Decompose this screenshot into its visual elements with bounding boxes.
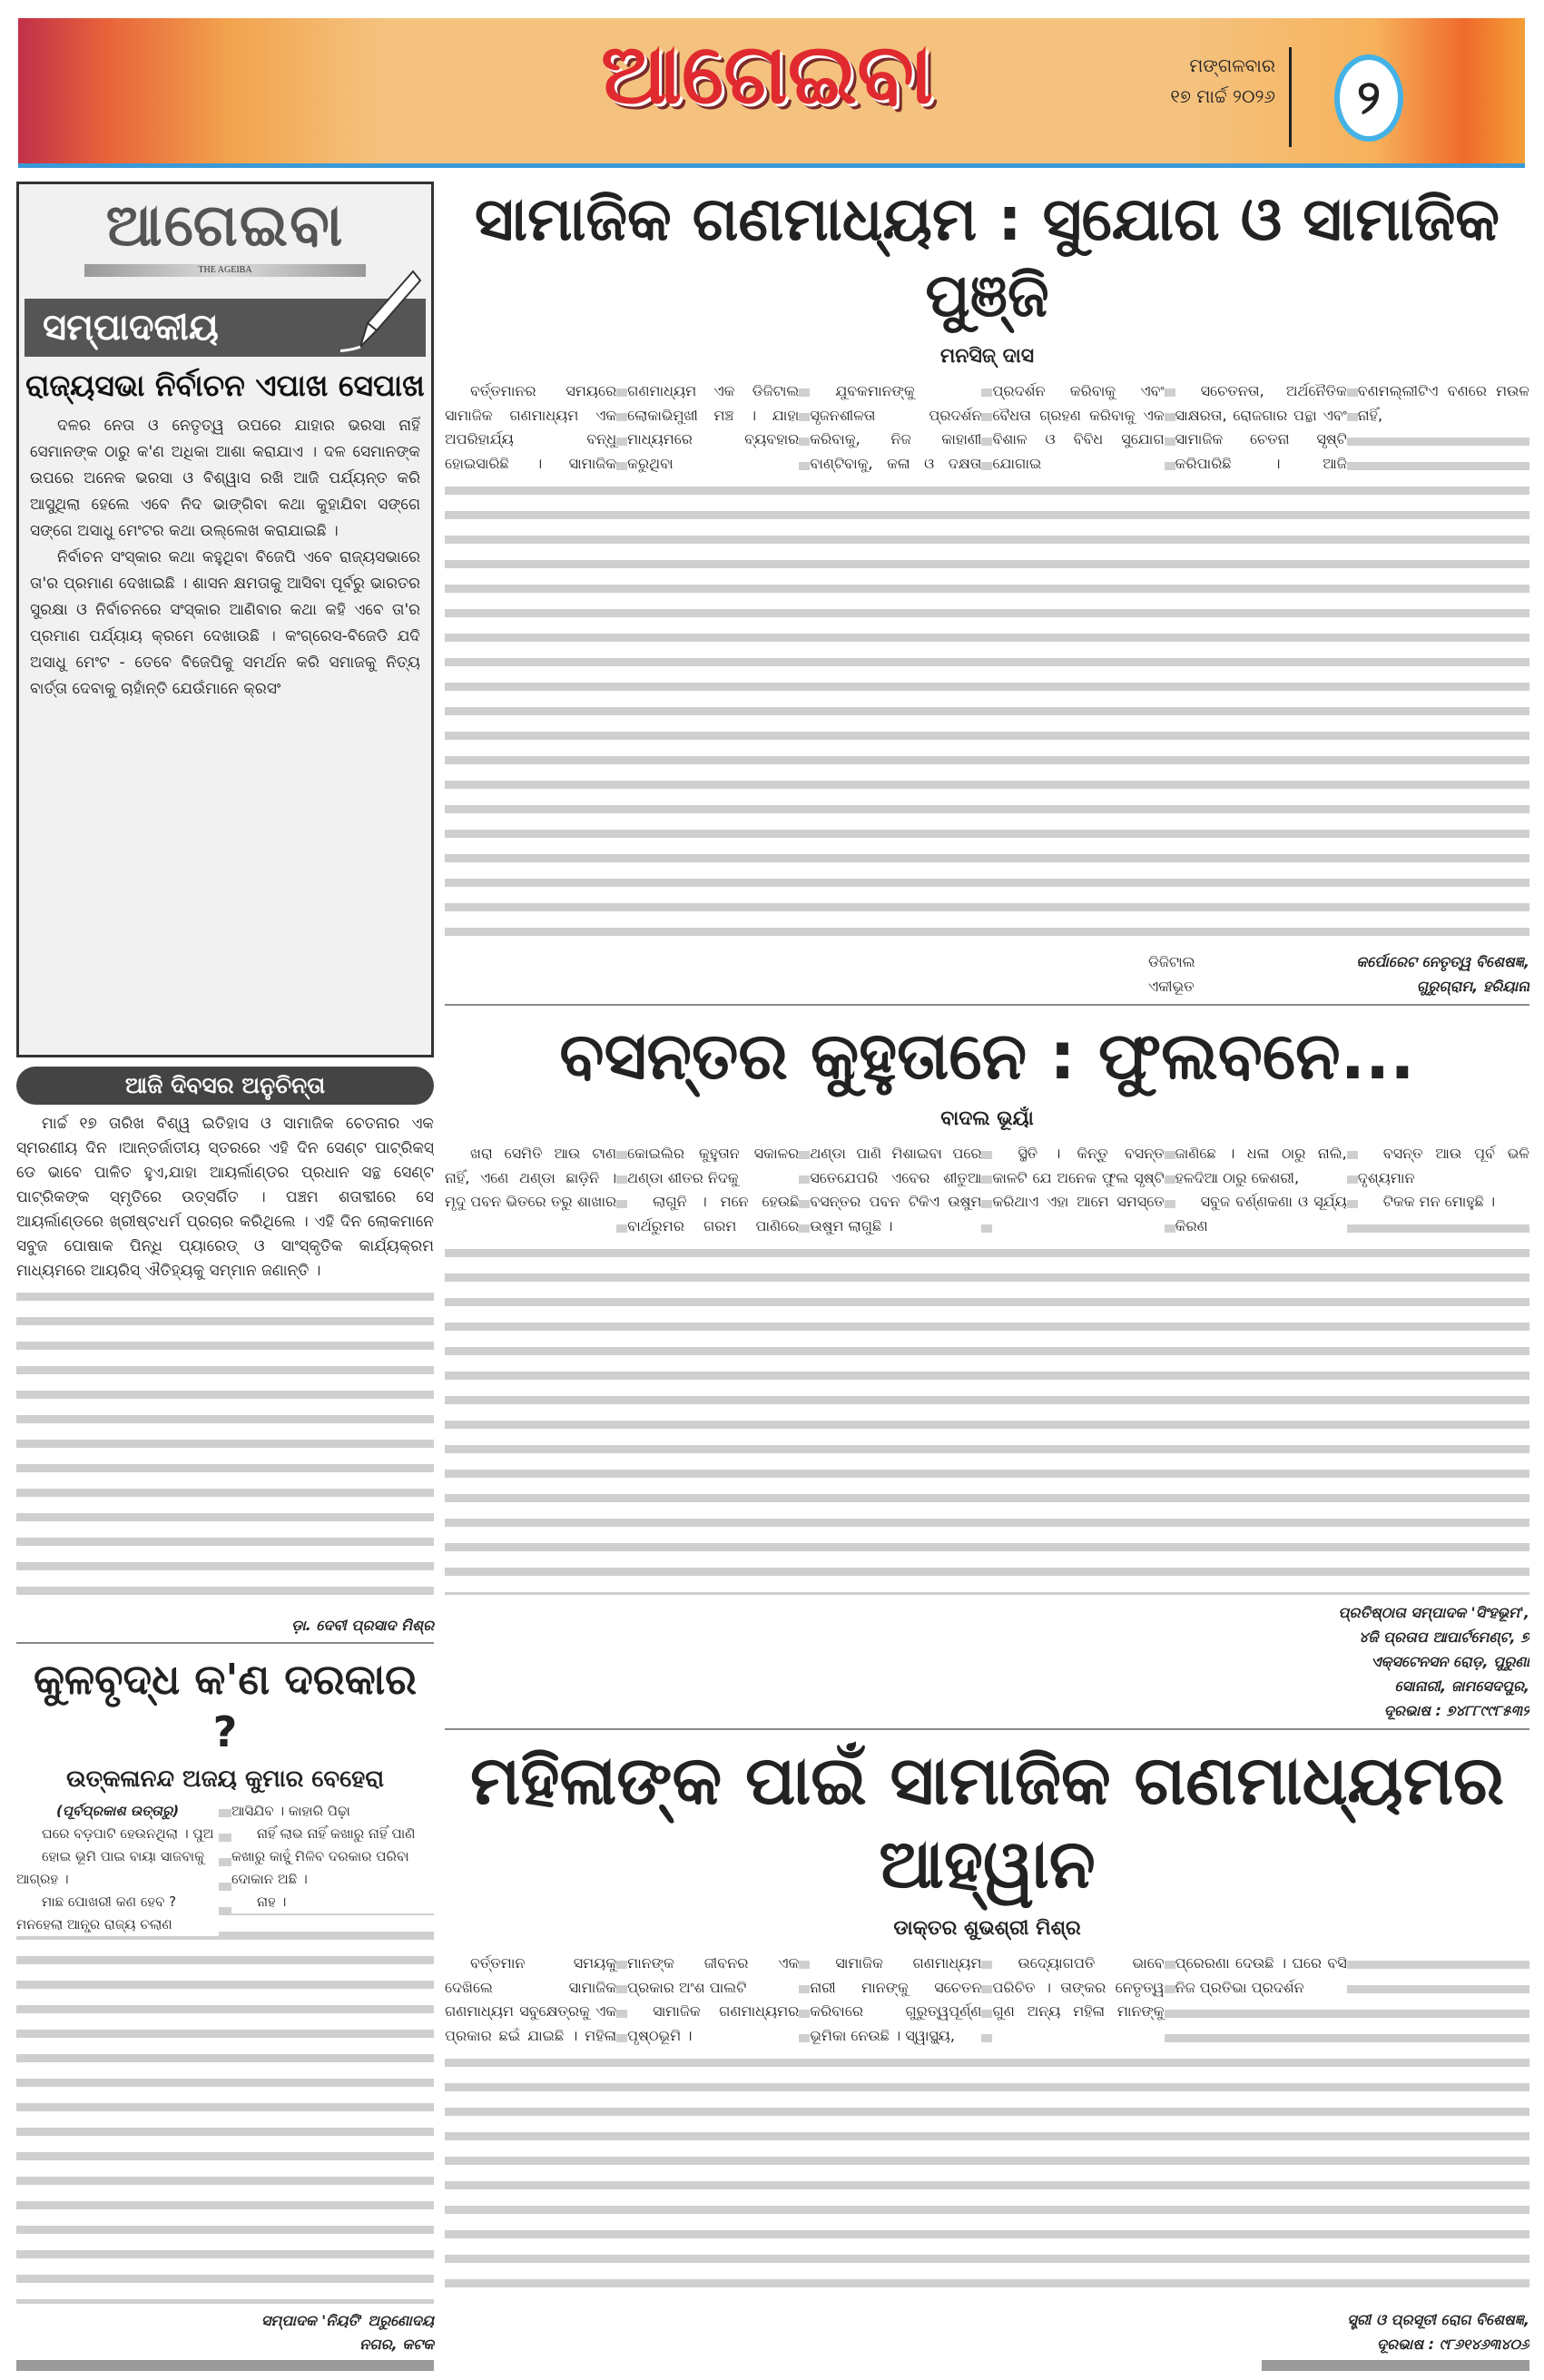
article-author: ବାଦଲ ଭୂୟାଁ <box>940 1107 1034 1130</box>
article-headline: ବସନ୍ତର କୁହୁତାନେ : ଫୁଲବନେ... <box>559 1018 1415 1094</box>
editorial-box <box>16 182 434 1057</box>
paragraph: ବର୍ତ୍ତମାନ ସମୟକୁ ଦେଖିଲେ ସାମାଜିକ ଗଣମାଧ୍ୟମ ସବୁକ୍ଷେତ୍ରକୁ ଏକ ପ୍ରକାର ଛଇଁ ଯାଇଛି । ମହିଳା ମାନଙ୍କ ଜୀବନର ଏକ ପ୍ରକାର ଅଂଶ ପାଲଟି <box>445 1952 799 2048</box>
article-author: ମନସିଜ୍ ଦାସ <box>939 345 1035 368</box>
fountain-pen-icon <box>340 267 422 358</box>
anuchinta-title: ଆଜି ଦିବସର ଅନୁଚିନ୍ତା <box>16 1067 434 1105</box>
divider <box>16 1642 434 1644</box>
paragraph: ସଚେତନତା, ଅର୍ଥନୈତିକ ସାକ୍ଷରତା, ରୋଜଗାର ପନ୍ଥା ଏବଂ ସାମାଜିକ ଚେତନା ସୃଷ୍ଟି କରିପାରିଛି । ଆଜି ବଣମଲ୍ଲୀଟିଏ ବଣରେ ମଉଳ ନାହିଁ, <box>1175 379 1529 476</box>
paragraph: ବସନ୍ତ ଆଉ ପୂର୍ବ ଭଳି ଦୃଶ୍ୟମାନ <box>1358 1142 1529 1190</box>
article-body <box>16 1800 434 2304</box>
divider <box>445 1728 1529 1730</box>
paragraph: ସାମାଜିକ ଗଣମାଧ୍ୟମର ପୃଷ୍ଠଭୂମି । <box>627 2000 799 2048</box>
paragraph: ଟିକକ ମନ ମୋହୁଛି । <box>1358 1190 1529 1215</box>
left-column <box>16 182 434 2371</box>
paragraph: ସାମାଜିକ ଗଣମାଧ୍ୟମ ନାରୀ ମାନଙ୍କୁ ସଚେତନ କରିବାରେ ଗୁରୁତ୍ୱପୂର୍ଣ୍ଣ ଭୂମିକା ନେଉଛି । ସ୍ୱାସ୍ଥ୍ୟ, <box>810 1952 981 2048</box>
article <box>445 182 1529 998</box>
weekday: ମଙ୍ଗଳବାର <box>1189 54 1275 76</box>
author-credit <box>198 2309 434 2356</box>
article-body <box>445 379 1529 944</box>
editorial-body <box>30 413 420 1047</box>
masthead-subtitle: THE AGEIBA <box>84 264 366 277</box>
credit-line: ସୋନାରୀ, ଜାମସେଦପୁର, <box>1394 1677 1529 1695</box>
paragraph: ଉଦ୍ୟୋଗପତି ଭାବେ ପରିଚିତ । ତାଙ୍କର ନେତୃତ୍ୱ ଗୁଣ ଅନ୍ୟ ମହିଳା ମାନଙ୍କୁ ପ୍ରେରଣା ଦେଉଛି । ଘରେ ବସି ନିଜ ପ୍ରତିଭା ପ୍ରଦର୍ଶନ <box>992 1952 1346 2048</box>
credit-line: ୪ଜି ପ୍ରତାପ ଆପାର୍ଟମେଣ୍ଟ, ୭ <box>1358 1628 1529 1646</box>
paragraph: ନାହିଁ ଲାଭ ନାହିଁ କଖାରୁ ନାହିଁ ପାଣି କଖାରୁ କାହୁଁ ମିଳିବ ଦରକାର ପରିବା ଦୋକାନ ଅଛି । <box>231 1823 434 1891</box>
continued-note: (ପୂର୍ବପ୍ରକାଶ ଉତ୍ତାରୁ) <box>16 1800 219 1823</box>
credit-line: ଡିଜିଟାଲ <box>1148 953 1195 970</box>
author-credit <box>1148 949 1529 998</box>
article <box>445 1015 1529 1723</box>
article-headline: କୁଳବୃଦ୍ଧ କ'ଣ ଦରକାର ? <box>33 1655 418 1756</box>
credit-line: ନଗର, କଟକ <box>359 2336 434 2353</box>
date: ୧୭ ମାର୍ଚ୍ଚ ୨୦୨୬ <box>1170 85 1275 107</box>
credit-line: ସ୍ତ୍ରୀ ଓ ପ୍ରସୂତୀ ରୋଗ ବିଶେଷଜ୍ଞ, <box>1347 2311 1529 2328</box>
divider <box>445 1004 1529 1006</box>
article-body <box>445 1952 1529 2302</box>
page-number: ୨ <box>1334 54 1403 142</box>
anuchinta-byline: ଡ଼ା. ଦେବୀ ପ୍ରସାଦ ମିଶ୍ର <box>291 1617 434 1634</box>
editorial-section-label: ସମ୍ପାଦକୀୟ <box>43 307 219 349</box>
author-credit <box>1347 2307 1529 2356</box>
paragraph: ଘରେ ବଡ଼ପାଟି ହେଉନଥିଲା । ପୁଅ <box>16 1823 219 1845</box>
article <box>445 1739 1529 2356</box>
article-headline: ସାମାଜିକ ଗଣମାଧ୍ୟମ : ସୁଯୋଗ ଓ ସାମାଜିକ ପୁଞ୍ଜି <box>474 184 1500 330</box>
newspaper-logo: ଆଗେଇବା <box>600 25 934 123</box>
editorial-masthead: ଆଗେଇବା <box>105 192 345 260</box>
editorial-section-band <box>25 299 426 357</box>
paragraph: ମାର୍ଚ୍ଚ ୧୭ ତାରିଖ ବିଶ୍ୱ ଇତିହାସ ଓ ସାମାଜିକ ଚେତନାର ଏକ ସ୍ମରଣୀୟ ଦିନ ।ଆନ୍ତର୍ଜାତୀୟ ସ୍ତରରେ ଏହି ଦିନ ସେଣ୍ଟ ପାଟ୍ରିକସ୍ ଡେ ଭାବେ ପାଳିତ ହୁଏ,ଯାହା ଆୟର୍ଲାଣ୍ଡର ପ୍ରଧାନ ସନ୍ଥ ସେଣ୍ଟ ପାଟ୍ରିକଙ୍କ ସ୍ମୃତିରେ ଉତ୍ସର୍ଗିତ । ପଞ୍ଚମ ଶତାବ୍ଦୀରେ ସେ ଆୟର୍ଲାଣ୍ଡରେ ଖ୍ରୀଷ୍ଟଧର୍ମ ପ୍ରଚାର କରିଥିଲେ । ଏହି ଦିନ ଲୋକମାନେ ସବୁଜ ପୋଷାକ ପିନ୍ଧି ପ୍ୟାରେଡ୍ ଓ ସାଂସ୍କୃତିକ କାର୍ଯ୍ୟକ୍ରମ ମାଧ୍ୟମରେ ଆୟରିସ୍ ଐତିହ୍ୟକୁ ସମ୍ମାନ ଜଣାନ୍ତି । <box>16 1112 434 1283</box>
main-column <box>445 182 1529 2371</box>
article-headline: ମହିଳାଙ୍କ ପାଇଁ ସାମାଜିକ ଗଣମାଧ୍ୟମର ଆହ୍ୱାନ <box>469 1742 1505 1903</box>
credit-line: ଦୂରଭାଷ : ୯୮୬୧୪୬୩୪୦୬ <box>1376 2336 1529 2353</box>
paragraph: ନିର୍ବାଚନ ସଂସ୍କାର କଥା କହୁଥିବା ବିଜେପି ଏବେ ରାଜ୍ୟସଭାରେ ତା'ର ପ୍ରମାଣ ଦେଖାଇଛି । ଶାସନ କ୍ଷମତାକୁ ଆସିବା ପୂର୍ବରୁ ଭାରତର ସୁରକ୍ଷା ଓ ନିର୍ବାଚନରେ ସଂସ୍କାର ଆଣିବାର କଥା କହି ଏବେ ତା'ର ପ୍ରମାଣ ପର୍ଯ୍ୟାୟ କ୍ରମେ ଦେଖାଉଛି । କଂଗ୍ରେସ-ବିଜେଡି ଯଦି ଅସାଧୁ ମେଂଟ - ତେବେ ବିଜେପିକୁ ସମର୍ଥନ କରି ସମାଜକୁ ନିତ୍ୟ ବାର୍ତ୍ତା ଦେବାକୁ ଚାହାଁନ୍ତି ଯେଉଁମାନେ କ୍ରସଂ <box>30 548 420 698</box>
paragraph: ଦଳର ନେତା ଓ ନେତୃତ୍ୱ ଉପରେ ଯାହାର ଭରସା ନାହିଁ ସେମାନଙ୍କ ଠାରୁ କ'ଣ ଅଧିକା ଆଶା କରାଯାଏ । ଦଳ ସେମାନଙ୍କ ଉପରେ ଅନେକ ଭରସା ଓ ବିଶ୍ୱାସ ରଖି ଆଜି ପର୍ଯ୍ୟନ୍ତ କରି ଆସୁଥିଲା ହେଲେ ଏବେ ନିଦ ଭାଙ୍ଗିବା କଥା କୁହାଯିବା ସଙ୍ଗେ ସଙ୍ଗେ ଅସାଧୁ ମେଂଟର କଥା ଉଲ୍ଲେଖ କରାଯାଇଛି । <box>30 417 420 540</box>
paragraph: ଖରା ସେମିତି ଆଉ ଟାଣ ନାହିଁ, ଏଣେ ଥଣ୍ଡା ଛାଡ଼ିନି । ମୃଦୁ ପବନ ଭିତରେ ତରୁ ଶାଖାର କୋଇଲିର କୁହୁତାନ ସକାଳର ଥଣ୍ଡା ଶୀତର ନିଦକୁ <box>445 1142 799 1238</box>
paragraph: ଯୁବକମାନଙ୍କୁ ସୃଜନଶୀଳତା ପ୍ରଦର୍ଶନ କରିବାକୁ, ନିଜ କାହାଣୀ ବାଣ୍ଟିବାକୁ, କଳା ଓ ଦକ୍ଷତା ପ୍ରଦର୍ଶନ କରିବାକୁ ଏବଂ ବୈଧତା ଗ୍ରହଣ କରିବାକୁ ଏକ ବିଶାଳ ଓ ବିବିଧ ସୁଯୋଗ ଯୋଗାଇ <box>810 379 1164 476</box>
paragraph: ମାଛ ପୋଖରୀ କଣ ହେବ ? ମନହେଲା ଆନ୍ଧ୍ର ରାଜ୍ୟ ଚଲାଣ ଆସିଯିବ । କାହାରି ପିଢ଼ା <box>16 1800 434 1936</box>
author-credit <box>1338 1600 1529 1723</box>
divider <box>1289 47 1292 147</box>
credit-line: କର୍ପୋରେଟ ନେତୃତ୍ୱ ବିଶେଷଜ୍ଞ, <box>1356 953 1529 970</box>
credit-line: ସମ୍ପାଦକ 'ନିୟତି' ଅରୁଣୋଦୟ <box>261 2312 434 2329</box>
anuchinta-body <box>16 1112 434 1609</box>
paragraph: ସ୍ଥିତି । କିନ୍ତୁ ବସନ୍ତ କାଳଟି ଯେ ଅନେକ ଫୁଲ ସୃଷ୍ଟି କରିଥାଏ ଏହା ଆମେ ସମସ୍ତେ ଜାଣିଛେ । ଧଳା ଠାରୁ ନାଲି, ହଳଦିଆ ଠାରୁ କେଶରୀ, <box>992 1142 1346 1238</box>
paragraph: ନାହ । <box>231 1891 434 1913</box>
paragraph: ହୋଇ ଭୂମି ପାଇ ବାୟା ସାଜବାକୁ ଆଗ୍ରହ । <box>16 1845 219 1891</box>
credit-line: ଏକ୍ସଟେନସନ ରୋଡ଼, ପୁରୁଣା <box>1371 1653 1529 1670</box>
bottom-bar <box>16 2360 434 2371</box>
paragraph: ଲାଗୁନି । ମନେ ହେଉଛି ବାର୍ଥରୁମର ଗରମ ପାଣିରେ ଥଣ୍ଡା ପାଣି ମିଶାଇବା ପରେ ସତେଯେପରି ଏବେର ଶୀତୁଆ ବସନ୍ତର ପବନ ଟିକିଏ ଉଷୁମ ଉଷୁମ ଲାଗୁଛି । <box>627 1142 981 1238</box>
bottom-bar <box>1262 2360 1529 2371</box>
article-body <box>445 1142 1529 1595</box>
credit-line: ଏକୀଭୂତ <box>1148 978 1195 995</box>
credit-line: ପ୍ରତିଷ୍ଠାତା ସମ୍ପାଦକ 'ସିଂହଭୂମ', <box>1338 1604 1529 1621</box>
credit-line: ଦୂରଭାଷ : ୭୪୮୮୯୯୮୫୩୨ <box>1383 1702 1529 1719</box>
paragraph: ସବୁଜ ବର୍ଣ୍ଣକଣା ଓ ସୂର୍ଯ୍ୟ କିରଣ <box>1175 1190 1347 1238</box>
editorial-headline: ରାଜ୍ୟସଭା ନିର୍ବାଚନ ଏପାଖ ସେପାଖ <box>25 368 425 403</box>
credit-line: ଗୁରୁଗ୍ରାମ, ହରିୟାନା <box>1416 978 1529 995</box>
issue-date <box>1135 50 1275 112</box>
article-author: ଉତ୍କଳାନନ୍ଦ ଅଜୟ କୁମାର ବେହେରା <box>66 1765 384 1793</box>
article-author: ଡାକ୍ତର ଶୁଭଶ୍ରୀ ମିଶ୍ର <box>893 1917 1081 1940</box>
paragraph: ବର୍ତ୍ତମାନର ସମୟରେ ସାମାଜିକ ଗଣମାଧ୍ୟମ ଏକ ଅପରିହାର୍ଯ୍ୟ ବନ୍ଧୁ ହୋଇସାରିଛି । ସାମାଜିକ ଗଣମାଧ୍ୟମ ଏକ ଡିଜିଟାଲ ଲୋକାଭିମୁଖୀ ମଞ୍ଚ । ଯାହା ମାଧ୍ୟମରେ ବ୍ୟବହାର କରୁଥିବା <box>445 379 799 476</box>
